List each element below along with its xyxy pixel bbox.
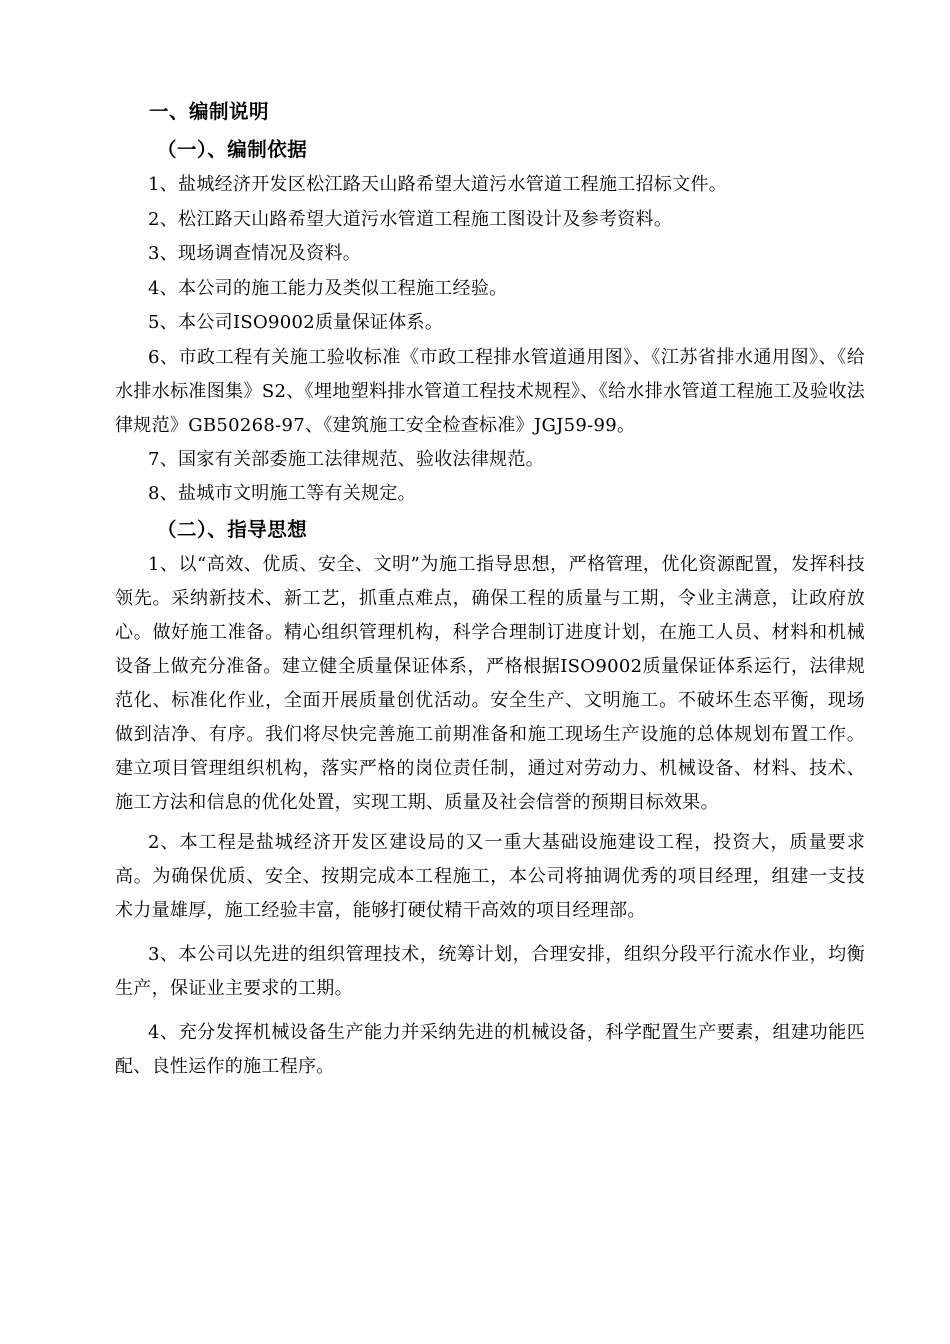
- basis-item: 8、盐城市文明施工等有关规定。: [148, 483, 416, 504]
- basis-heading: （一）、编制依据: [157, 138, 308, 161]
- guidance-paragraph: 3、本公司以先进的组织管理技术，统筹计划，合理安排，组织分段平行流水作业，均衡生产，保证业主要求的工期。: [115, 943, 865, 999]
- basis-item: 7、国家有关部委施工法律规范、验收法律规范。: [148, 448, 545, 470]
- basis-item: 5、本公司ISO9002质量保证体系。: [148, 312, 444, 333]
- guidance-paragraph: 4、充分发挥机械设备生产能力并采纳先进的机械设备，科学配置生产要素，组建功能匹配、良性运作的施工程序。: [115, 1021, 865, 1077]
- document-body: [115, 92, 865, 1084]
- basis-item: 1、盐城经济开发区松江路天山路希望大道污水管道工程施工招标文件。: [148, 174, 728, 195]
- basis-item: 2、松江路天山路希望大道污水管道工程施工图设计及参考资料。: [148, 208, 673, 230]
- section-title: 一、编制说明: [149, 100, 270, 123]
- basis-item: 3、现场调查情况及资料。: [148, 243, 362, 264]
- basis-item-standards: 6、市政工程有关施工验收标准《市政工程排水管道通用图》、《江苏省排水通用图》、《给水排水标准图集》S2、《埋地塑料排水管道工程技术规程》、《给水排水管道工程施工及验收法律规范》GB50268-97、《建筑施工安全检查标准》JGJ59-99。: [115, 346, 865, 436]
- guidance-paragraph: 2、本工程是盐城经济开发区建设局的又一重大基础设施建设工程，投资大，质量要求高。为确保优质、安全、按期完成本工程施工，本公司将抽调优秀的项目经理，组建一支技术力量雄厚，施工经验丰富，能够打硬仗精干高效的项目经理部。: [115, 831, 865, 921]
- guidance-heading: （二）、指导思想: [157, 517, 308, 541]
- basis-item: 4、本公司的施工能力及类似工程施工经验。: [148, 277, 508, 299]
- guidance-paragraph: 1、以“高效、优质、安全、文明”为施工指导思想，严格管理，优化资源配置，发挥科技领先。采纳新技术、新工艺，抓重点难点，确保工程的质量与工期，令业主满意，让政府放心。做好施工准备。精心组织管理机构，科学合理制订进度计划，在施工人员、材料和机械设备上做充分准备。建立健全质量保证体系，严格根据ISO9002质量保证体系运行，法律规范化、标准化作业，全面开展质量创优活动。安全生产、文明施工。不破坏生态平衡，现场做到洁净、有序。我们将尽快完善施工前期准备和施工现场生产设施的总体规划布置工作。建立项目管理组织机构，落实严格的岗位责任制，通过对劳动力、机械设备、材料、技术、施工方法和信息的优化处置，实现工期、质量及社会信誉的预期目标效果。: [115, 553, 865, 813]
